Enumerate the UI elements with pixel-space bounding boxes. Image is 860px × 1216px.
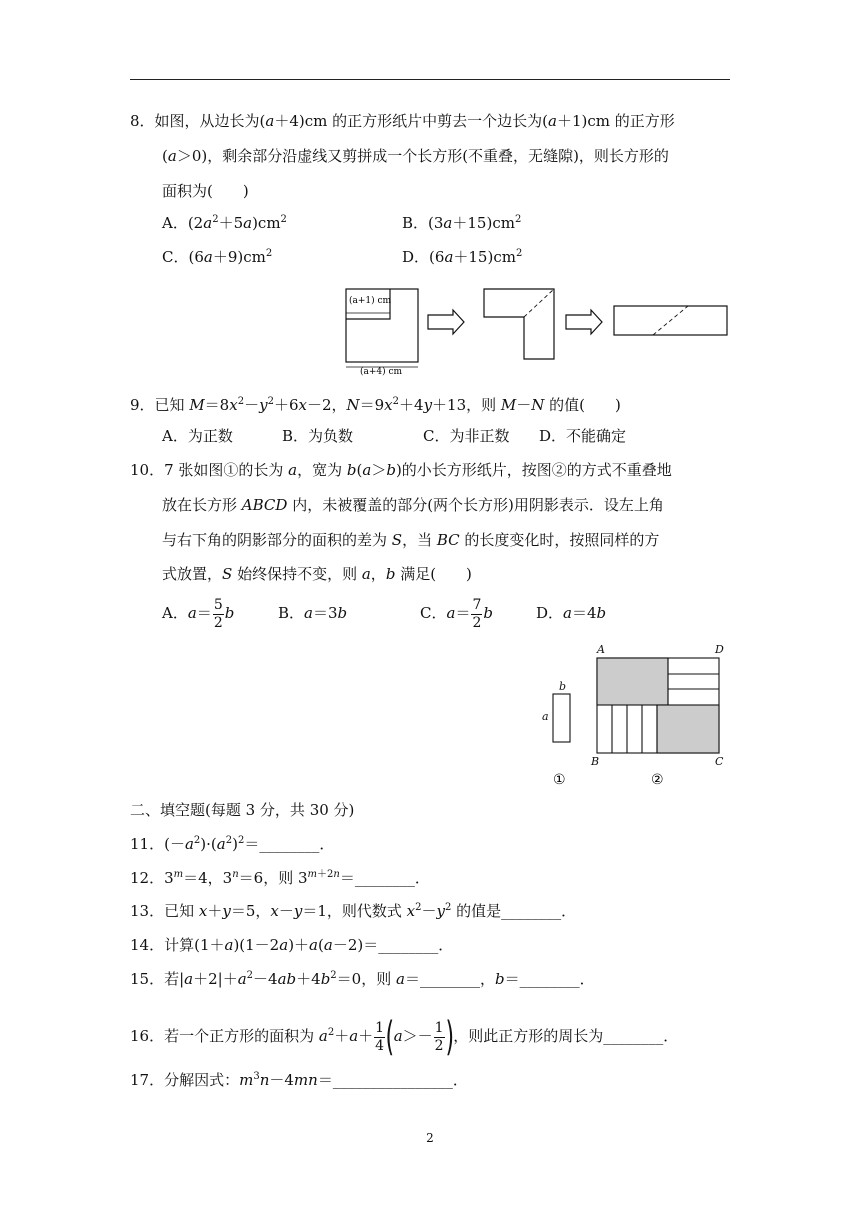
small-rectangle xyxy=(553,694,570,742)
label-vertex-a: A xyxy=(597,643,605,656)
q10-line3: 与右下角的阴影部分的面积的差为 S，当 BC 的长度变化时，按照同样的方 xyxy=(162,531,660,549)
label-a-plus-1: (a+1) cm xyxy=(349,296,392,306)
q16: 16．若一个正方形的面积为 $a^2+a+$ $\frac{1}{4}$ (a＞－ $\frac{1}{2}$ )，则此正方形的周长为________． xyxy=(130,1014,679,1060)
q9-text: 9．已知 $M=8x^2-y^2+6x-2$，$N=9x^2+4y+13$，则 M－N 的值( ) xyxy=(130,396,621,414)
q10-option-d: D．a＝4b xyxy=(536,604,607,622)
q9-option-b: B．为负数 xyxy=(282,427,354,445)
q10-figure xyxy=(535,640,730,790)
label-vertex-c: C xyxy=(715,755,724,768)
q10-option-a: A．a＝ $\frac{5}{2}$ b xyxy=(162,596,235,631)
q8-line3: 面积为( ) xyxy=(162,182,249,200)
q12: 12．$3^m=4$，$3^n=6$，则 $3^{m+2n}=\_\_\_\_\_\_\_\_$． xyxy=(130,869,430,887)
label-b: b xyxy=(559,680,567,693)
q10-line4: 式放置，S 始终保持不变，则 a，b 满足( ) xyxy=(162,565,472,583)
q10-option-b: B．a＝3b xyxy=(278,604,348,622)
q8-option-c: C．$(6a+9)cm^2$ xyxy=(162,248,273,266)
shaded-bottom-right xyxy=(657,705,719,753)
q9-option-d: D．不能确定 xyxy=(539,427,627,445)
q8-option-d: D．$(6a+15)cm^2$ xyxy=(402,248,523,266)
q9-option-c: C．为非正数 xyxy=(423,427,510,445)
arrow-right-icon xyxy=(566,310,602,334)
q8-option-a: A．$(2a^2+5a)cm^2$ xyxy=(162,214,287,232)
q11: 11．$(-a^2)\cdot(a^2)^2=\_\_\_\_\_\_\_\_$． xyxy=(130,835,335,853)
q14: 14．计算(1＋a)(1－2a)＋a(a－2)＝________． xyxy=(130,936,454,954)
arrow-right-icon xyxy=(428,310,464,334)
caption-figure-2: ② xyxy=(651,772,664,788)
q8-line1: 8．如图，从边长为(a＋4)cm 的正方形纸片中剪去一个边长为(a＋1)cm 的正方形 xyxy=(130,112,675,130)
q10-option-c: C．a＝ $\frac{7}{2}$ b xyxy=(420,596,493,631)
label-a-plus-4: (a+4) cm xyxy=(360,367,403,377)
q13: 13．已知 x＋y＝5，x－y＝1，则代数式 $x^2-y^2$ 的值是________． xyxy=(130,902,577,920)
q10-line1: 10．7 张如图①的长为 a，宽为 b(a＞b)的小长方形纸片，按图②的方式不重叠地 xyxy=(130,461,672,479)
q15: 15．若$|a+2|+a^2-4ab+4b^2=0$，则 a＝________，b＝________． xyxy=(130,970,595,988)
q8-figure xyxy=(338,283,733,378)
shaded-top-left xyxy=(597,658,668,705)
l-shape xyxy=(484,289,554,359)
label-vertex-d: D xyxy=(715,643,724,656)
section-title-fill-in: 二、填空题(每题 3 分，共 30 分) xyxy=(130,801,355,819)
header-rule xyxy=(130,79,730,80)
label-vertex-b: B xyxy=(591,755,600,768)
caption-figure-1: ① xyxy=(553,772,566,788)
q17: 17．分解因式：$m^3n-4mn=\_\_\_\_\_\_\_\_\_\_\_\_\_\_\_\_$． xyxy=(130,1071,468,1089)
q8-option-b: B．$(3a+15)cm^2$ xyxy=(402,214,522,232)
q8-line2: (a＞0)，剩余部分沿虚线又剪拼成一个长方形(不重叠，无缝隙)，则长方形的 xyxy=(162,147,669,165)
q10-line2: 放在长方形 ABCD 内，未被覆盖的部分(两个长方形)用阴影表示．设左上角 xyxy=(162,496,664,514)
q9-option-a: A．为正数 xyxy=(162,427,233,445)
label-a: a xyxy=(542,710,549,723)
page-number: 2 xyxy=(426,1131,434,1145)
